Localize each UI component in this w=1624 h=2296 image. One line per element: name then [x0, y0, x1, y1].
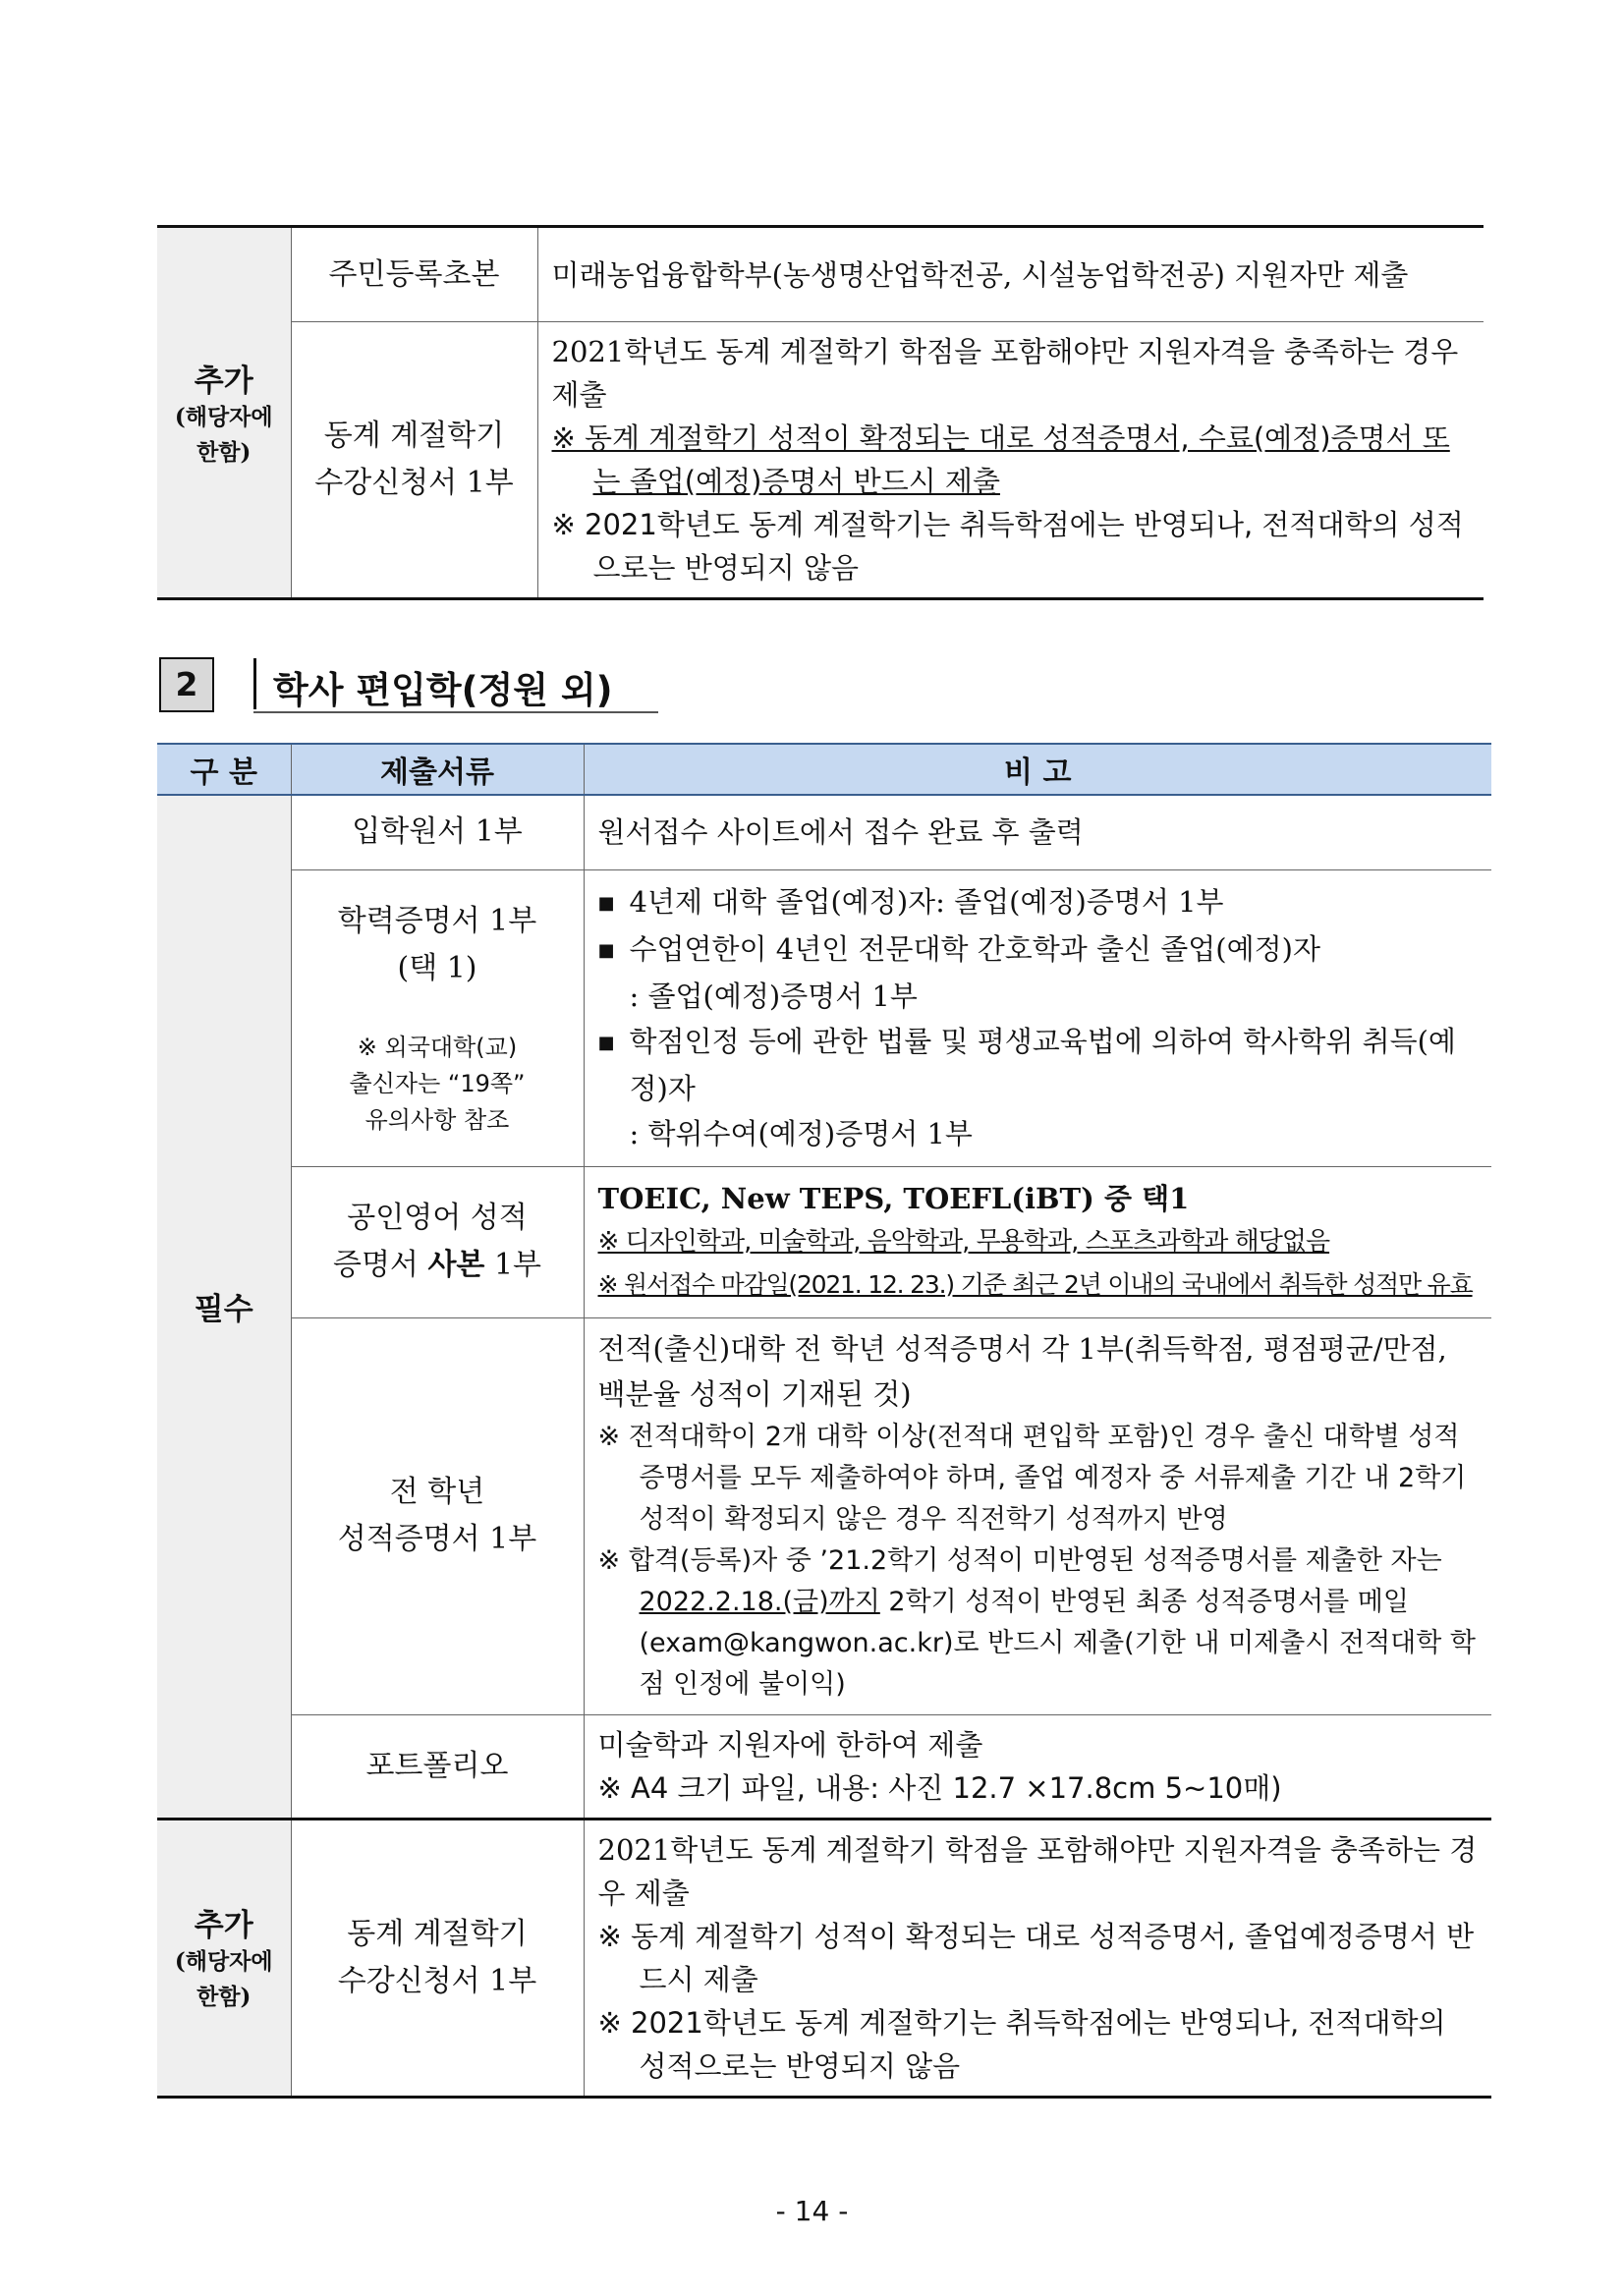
header-category: 구 분	[157, 744, 291, 795]
doc-line	[292, 1242, 584, 1289]
note-item: ※ A4 크기 파일, 내용: 사진 12.7 ×17.8cm 5~10매)	[597, 1770, 1282, 1805]
doc-line: 동계 계절학기	[323, 419, 505, 453]
doc-line-part: 증명서	[332, 1248, 428, 1282]
additional-docs-table-top	[157, 225, 1484, 600]
doc-cell: 주민등록초본	[291, 227, 537, 322]
note-item: ※ 전적대학이 2개 대학 이상(전적대 편입학 포함)인 경우 출신 대학별 성적증명서를 모두 제출하여야 하며, 졸업 예정자 중 서류제출 기간 내 2학기 성적이 확정되지 않은 경우 직전학기 성적까지 반영	[597, 1422, 1467, 1535]
category-label: 추가	[194, 363, 253, 399]
doc-cell	[291, 1166, 584, 1317]
doc-line: 학력증명서 1부	[337, 903, 537, 938]
doc-line: 공인영어 성적	[347, 1201, 528, 1235]
note-item-part: 2학기 성적이 반영된 최종 성적증명서를 메일(exam@kangwon.ac.kr)로 반드시 제출(기한 내 미제출시 전적대학 학점 인정에 불이익)	[639, 1587, 1476, 1700]
note-cell	[584, 795, 1491, 869]
category-cell-required	[157, 795, 291, 1819]
note-cell	[584, 1819, 1491, 2097]
note-item	[598, 1540, 1479, 1706]
note-text: 미래농업융합학부(농생명산업학전공, 시설농업학전공) 지원자만 제출	[551, 257, 1409, 292]
doc-line: 동계 계절학기	[347, 1916, 528, 1951]
note-cell	[537, 322, 1484, 599]
doc-cell	[291, 322, 537, 599]
section-title: 학사 편입학(정원 외)	[273, 669, 613, 711]
doc-cell	[291, 1819, 584, 2097]
note-main: 2021학년도 동계 계절학기 학점을 포함해야만 지원자격을 충족하는 경우 제출	[597, 1832, 1478, 1910]
doc-line: 수강신청서 1부	[314, 466, 514, 500]
doc-line: 전 학년	[389, 1475, 485, 1509]
doc-note	[292, 1030, 584, 1139]
note-item: ※ 동계 계절학기 성적이 확정되는 대로 성적증명서, 졸업예정증명서 반드시 제출	[597, 1919, 1475, 1996]
deadline-date: 2022.2.18.(금)까지	[639, 1587, 880, 1617]
section-title-underline	[253, 711, 658, 713]
doc-line: (택 1)	[397, 950, 477, 985]
note-item: ※ 2021학년도 동계 계절학기는 취득학점에는 반영되나, 전적대학의 성적으로는 반영되지 않음	[551, 508, 1464, 585]
bullet-item-continued: : 학위수여(예정)증명서 1부	[629, 1117, 973, 1150]
category-sublabel: (해당자에	[174, 403, 273, 430]
bullet-item-continued: : 졸업(예정)증명서 1부	[629, 980, 918, 1013]
doc-cell: 입학원서 1부	[291, 795, 584, 869]
required-docs-table	[157, 743, 1491, 2099]
category-sublabel: 한함)	[196, 438, 252, 466]
bullet-item: ■ 수업연한이 4년인 전문대학 간호학과 출신 졸업(예정)자	[598, 926, 1479, 974]
category-sublabel: 한함)	[196, 1984, 252, 2010]
category-cell-additional	[157, 227, 291, 599]
category-label: 추가	[194, 1908, 253, 1943]
doc-note-line: ※ 외국대학(교)	[357, 1033, 518, 1061]
doc-line-emphasis: 사본	[427, 1248, 485, 1282]
note-cell	[584, 869, 1491, 1166]
note-main: TOEIC, New TEPS, TOEFL(iBT) 중 택1	[597, 1182, 1190, 1215]
category-sublabel: (해당자에	[174, 1948, 273, 1975]
note-cell	[537, 227, 1484, 322]
header-documents: 제출서류	[291, 744, 584, 795]
bullet-item: ■ 학점인정 등에 관한 법률 및 평생교육법에 의하여 학사학위 취득(예정)자	[598, 1019, 1479, 1111]
bullet-item: ■ 4년제 대학 졸업(예정)자: 졸업(예정)증명서 1부	[598, 879, 1479, 926]
doc-line: 수강신청서 1부	[337, 1963, 537, 1998]
category-cell-additional	[157, 1819, 291, 2097]
doc-cell	[291, 869, 584, 1166]
section-number-box: 2	[159, 657, 214, 712]
doc-cell: 포트폴리오	[291, 1714, 584, 1819]
doc-cell	[291, 1317, 584, 1714]
page-number: - 14 -	[775, 2195, 849, 2227]
note-main: 전적(출신)대학 전 학년 성적증명서 각 1부(취득학점, 평점평균/만점, 백분율 성적이 기재된 것)	[597, 1332, 1447, 1411]
header-remarks: 비 고	[584, 744, 1491, 795]
doc-line-part: 1부	[484, 1248, 542, 1282]
note-text: 원서접수 사이트에서 접수 완료 후 출력	[597, 815, 1084, 850]
doc-note-line: 유의사항 참조	[364, 1105, 510, 1134]
note-cell	[584, 1317, 1491, 1714]
note-cell	[584, 1166, 1491, 1317]
note-cell	[584, 1714, 1491, 1819]
note-item: ※ 2021학년도 동계 계절학기는 취득학점에는 반영되나, 전적대학의 성적으로는 반영되지 않음	[597, 2005, 1446, 2083]
note-item-part: ※ 합격(등록)자 중 ’21.2학기 성적이 미반영된 성적증명서를 제출한 자는	[597, 1545, 1442, 1576]
note-main: 미술학과 지원자에 한하여 제출	[597, 1727, 983, 1762]
doc-line: 성적증명서 1부	[337, 1522, 537, 1556]
note-item: ※ 원서접수 마감일(2021. 12. 23.) 기준 최근 2년 이내의 국내에서 취득한 성적만 유효	[597, 1270, 1473, 1299]
section-divider	[253, 658, 256, 709]
note-item: ※ 동계 계절학기 성적이 확정되는 대로 성적증명서, 수료(예정)증명서 또는 졸업(예정)증명서 반드시 제출	[551, 421, 1450, 498]
category-label: 필수	[194, 1292, 253, 1328]
note-item: ※ 디자인학과, 미술학과, 음악학과, 무용학과, 스포츠과학과 해당없음	[597, 1227, 1330, 1257]
note-main: 2021학년도 동계 계절학기 학점을 포함해야만 지원자격을 충족하는 경우 제출	[551, 335, 1459, 412]
doc-note-line: 출신자는 “19쪽”	[349, 1069, 526, 1097]
